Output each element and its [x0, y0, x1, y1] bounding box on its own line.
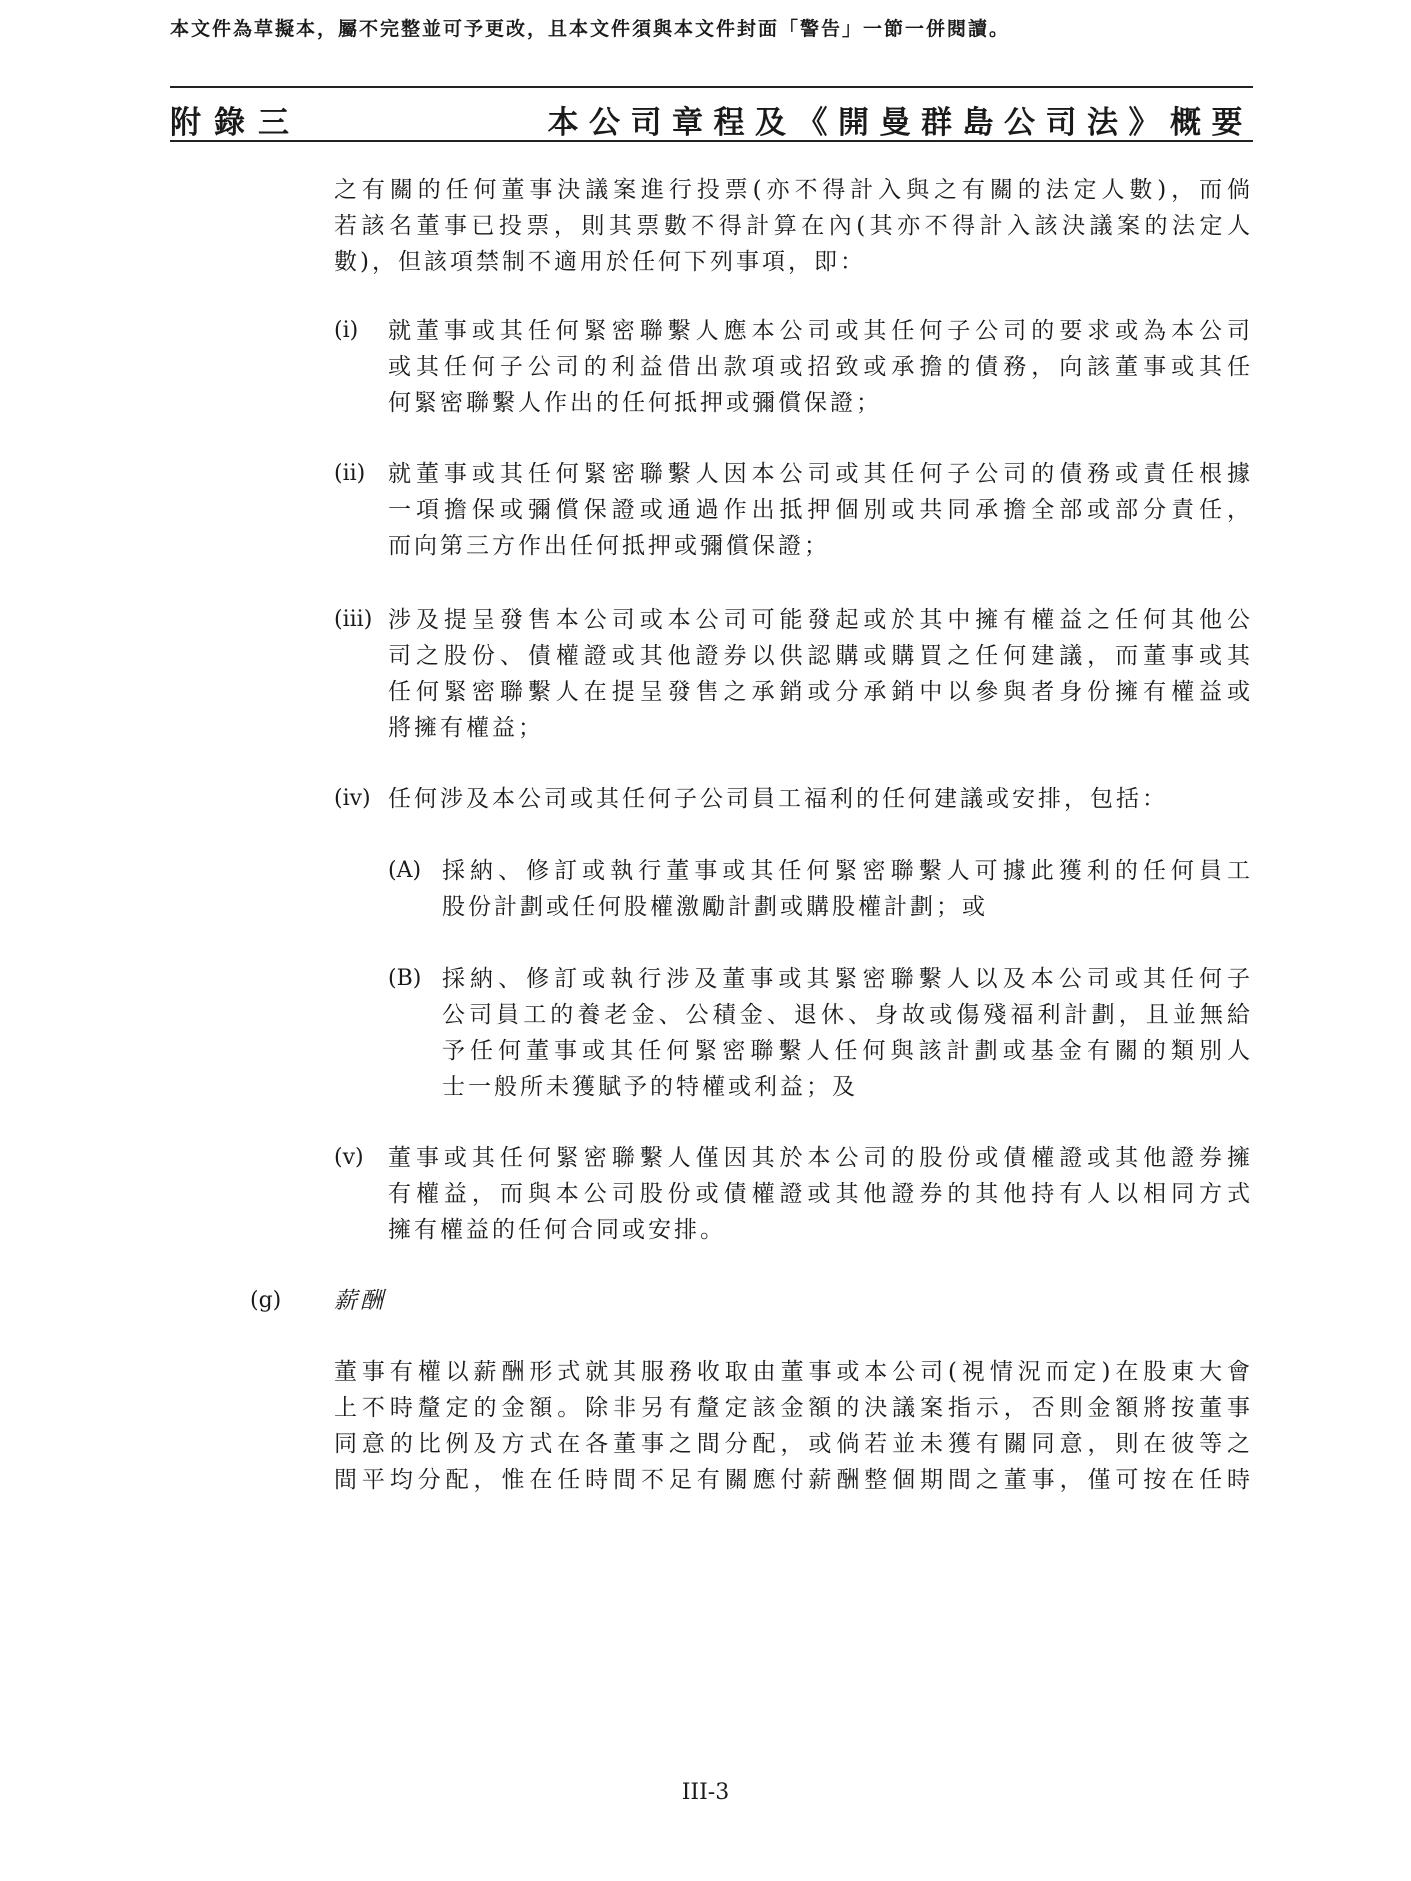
item-line: 而向第三方作出任何抵押或彌償保證； [388, 533, 830, 559]
item-line: 何緊密聯繫人作出的任何抵押或彌償保證； [388, 390, 882, 416]
item-line: 股份計劃或任何股權激勵計劃或購股權計劃；或 [442, 894, 988, 920]
section-heading: 薪酬 [334, 1288, 386, 1314]
intro-paragraph [334, 172, 1253, 280]
item-text [442, 961, 1253, 1105]
item-text [388, 313, 1253, 421]
item-text [388, 602, 1253, 746]
item-line: 董事或其任何緊密聯繫人僅因其於本公司的股份或債權證或其他證券擁 [388, 1145, 1253, 1171]
section-paragraph [334, 1354, 1253, 1498]
item-line: 就董事或其任何緊密聯繫人應本公司或其任何子公司的要求或為本公司 [388, 318, 1253, 344]
draft-warning: 本文件為草擬本，屬不完整並可予更改，且本文件須與本文件封面「警告」一節一併閱讀。 [170, 18, 1011, 40]
section-line: 董事有權以薪酬形式就其服務收取由董事或本公司(視情況而定)在股東大會 [334, 1359, 1253, 1385]
item-line: 涉及提呈發售本公司或本公司可能發起或於其中擁有權益之任何其他公 [388, 607, 1253, 633]
intro-line: 之有關的任何董事決議案進行投票(亦不得計入與之有關的法定人數)，而倘 [334, 177, 1253, 203]
item-line: 士一般所未獲賦予的特權或利益；及 [442, 1074, 858, 1100]
intro-line: 數)，但該項禁制不適用於任何下列事項，即： [334, 249, 866, 275]
item-line: 就董事或其任何緊密聯繫人因本公司或其任何子公司的債務或責任根據 [388, 461, 1253, 487]
item-text [388, 456, 1253, 564]
item-text [388, 781, 1253, 817]
page-number: III-3 [681, 1780, 730, 1805]
item-marker: (ii) [334, 461, 366, 486]
section-line: 上不時釐定的金額。除非另有釐定該金額的決議案指示，否則金額將按董事 [334, 1395, 1253, 1421]
item-marker: (i) [334, 318, 359, 343]
item-line: 擁有權益的任何合同或安排。 [388, 1217, 726, 1243]
item-marker: (iv) [334, 786, 371, 811]
item-marker: (A) [388, 858, 422, 883]
section-line: 同意的比例及方式在各董事之間分配，或倘若並未獲有關同意，則在彼等之 [334, 1431, 1253, 1457]
item-line: 任何緊密聯繫人在提呈發售之承銷或分承銷中以參與者身份擁有權益或 [388, 679, 1253, 705]
item-line: 採納、修訂或執行涉及董事或其緊密聯繫人以及本公司或其任何子 [442, 966, 1253, 992]
appendix-label: 附錄三 [170, 105, 302, 141]
item-line: 任何涉及本公司或其任何子公司員工福利的任何建議或安排，包括： [388, 786, 1168, 812]
item-line: 公司員工的養老金、公積金、退休、身故或傷殘福利計劃，且並無給 [442, 1002, 1253, 1028]
item-line: 將擁有權益； [388, 715, 544, 741]
appendix-title: 本公司章程及《開曼群島公司法》概要 [547, 105, 1253, 141]
item-text [388, 1140, 1253, 1248]
item-marker: (iii) [334, 607, 373, 632]
item-text [442, 853, 1253, 925]
item-line: 司之股份、債權證或其他證券以供認購或購買之任何建議，而董事或其 [388, 643, 1253, 669]
item-line: 或其任何子公司的利益借出款項或招致或承擔的債務，向該董事或其任 [388, 354, 1253, 380]
intro-line: 若該名董事已投票，則其票數不得計算在內(其亦不得計入該決議案的法定人 [334, 213, 1253, 239]
header-rule-bottom [170, 140, 1253, 142]
item-line: 採納、修訂或執行董事或其任何緊密聯繫人可據此獲利的任何員工 [442, 858, 1253, 884]
section-marker: (g) [250, 1288, 282, 1313]
item-line: 有權益，而與本公司股份或債權證或其他證券的其他持有人以相同方式 [388, 1181, 1253, 1207]
item-marker: (B) [388, 966, 422, 991]
section-line: 間平均分配，惟在任時間不足有關應付薪酬整個期間之董事，僅可按在任時 [334, 1467, 1253, 1493]
item-marker: (v) [334, 1145, 364, 1170]
page-header [170, 97, 1253, 141]
item-line: 一項擔保或彌償保證或通過作出抵押個別或共同承擔全部或部分責任， [388, 497, 1253, 523]
header-rule-top [170, 86, 1253, 88]
item-line: 予任何董事或其任何緊密聯繫人任何與該計劃或基金有關的類別人 [442, 1038, 1253, 1064]
